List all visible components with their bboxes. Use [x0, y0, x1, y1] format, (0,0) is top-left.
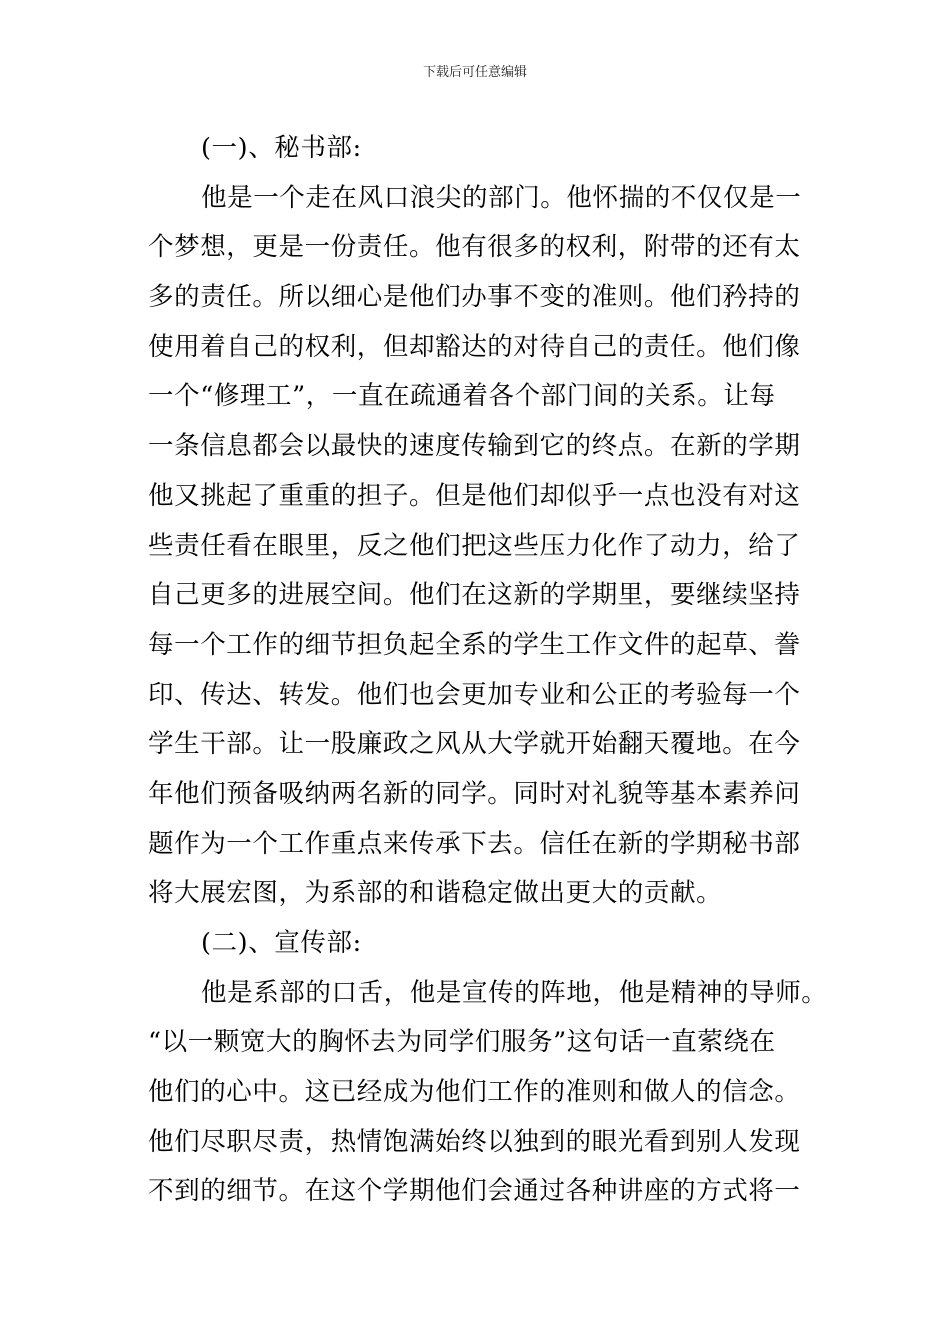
paragraph-line: 不到的细节。在这个学期他们会通过各种讲座的方式将一: [148, 1176, 801, 1207]
paragraph-line: 印、传达、转发。他们也会更加专业和公正的考验每一个: [148, 679, 801, 710]
paragraph-first-line: (二)、宣传部:: [201, 928, 362, 958]
paragraph-line: 题作为一个工作重点来传承下去。信任在新的学期秘书部: [148, 828, 801, 859]
paragraph-line: 每一个工作的细节担负起全系的学生工作文件的起草、誊: [148, 629, 801, 660]
paragraph-line: “以一颗宽大的胸怀去为同学们服务”这句话一直萦绕在: [148, 1027, 776, 1058]
paragraph-line: 他又挑起了重重的担子。但是他们却似乎一点也没有对这: [148, 480, 801, 511]
paragraph-line: 将大展宏图，为系部的和谐稳定做出更大的贡献。: [148, 878, 723, 909]
paragraph-line: 使用着自己的权利，但却豁达的对待自己的责任。他们像: [148, 331, 801, 362]
paragraph-first-line: 他是系部的口舌，他是宣传的阵地，他是精神的导师。: [201, 977, 828, 1008]
paragraph-first-line: (一)、秘书部:: [201, 133, 362, 163]
page-header: 下载后可任意编辑: [422, 65, 527, 80]
paragraph-line: 个梦想，更是一份责任。他有很多的权利，附带的还有太: [148, 232, 801, 263]
paragraph-line: 些责任看在眼里，反之他们把这些压力化作了动力，给了: [148, 530, 801, 561]
paragraph-line: 自己更多的进展空间。他们在这新的学期里，要继续坚持: [148, 580, 801, 611]
document-body: [148, 124, 828, 1217]
paragraph-first-line: 他是一个走在风口浪尖的部门。他怀揣的不仅仅是一: [201, 182, 802, 213]
paragraph-line: 一个“修理工”，一直在疏通着各个部门间的关系。让每: [148, 381, 776, 412]
paragraph-line: 年他们预备吸纳两名新的同学。同时对礼貌等基本素养问: [148, 778, 801, 809]
paragraph-line: 多的责任。所以细心是他们办事不变的准则。他们矜持的: [148, 282, 801, 313]
paragraph-line: 他们尽职尽责，热情饱满始终以独到的眼光看到别人发现: [148, 1126, 801, 1157]
paragraph-line: 一条信息都会以最快的速度传输到它的终点。在新的学期: [148, 431, 801, 462]
paragraph-line: 他们的心中。这已经成为他们工作的准则和做人的信念。: [148, 1077, 801, 1108]
paragraph-line: 学生干部。让一股廉政之风从大学就开始翻天覆地。在今: [148, 729, 801, 760]
